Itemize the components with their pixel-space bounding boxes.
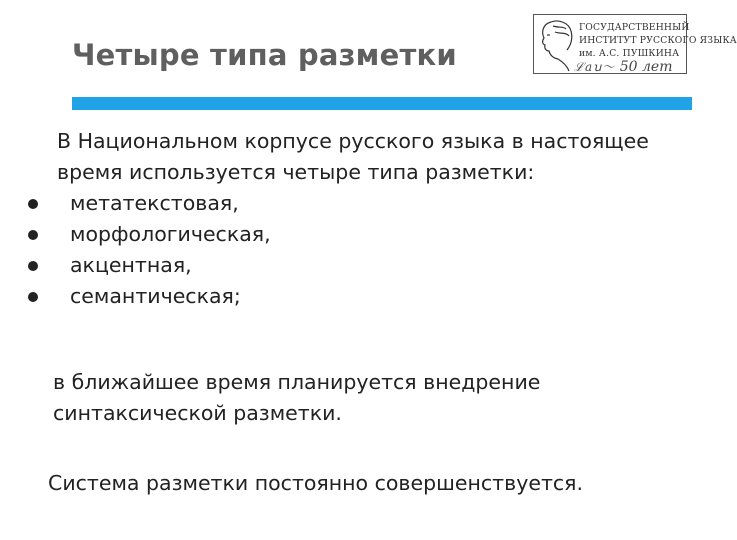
logo-text-line: ИНСТИТУТ РУССКОГО ЯЗЫКА [579, 35, 737, 46]
list-item-label: метатекстовая, [70, 191, 239, 215]
logo-text-line: им. А.С. ПУШКИНА [579, 48, 680, 59]
list-item-label: акцентная, [70, 253, 192, 277]
accent-bar [72, 97, 692, 110]
plan-line: синтаксической разметки. [53, 401, 342, 425]
list-item [28, 250, 271, 281]
list-item [28, 281, 271, 312]
intro-line: В Национальном корпусе русского языка в настоящее [57, 129, 649, 153]
logo-text-line: ГОСУДАРСТВЕННЫЙ [579, 22, 690, 33]
intro-line: время используется четыре типа разметки: [57, 160, 535, 184]
list-item-label: морфологическая, [70, 222, 271, 246]
bullet-icon [28, 199, 38, 209]
bullet-icon [28, 230, 38, 240]
list-item-label: семантическая; [70, 284, 241, 308]
markup-types-list [28, 188, 271, 312]
logo-signature: ℒaꭒ〜 50 лет [574, 59, 673, 75]
portrait-icon [543, 21, 572, 71]
plan-paragraph [53, 367, 540, 429]
slide-title: Четыре типа разметки [72, 38, 457, 72]
list-item [28, 219, 271, 250]
plan-line: в ближайшее время планируется внедрение [53, 370, 541, 394]
system-paragraph: Система разметки постоянно совершенствуется. [48, 471, 584, 495]
intro-paragraph [57, 126, 649, 188]
bullet-icon [28, 292, 38, 302]
bullet-icon [28, 261, 38, 271]
list-item [28, 188, 271, 219]
